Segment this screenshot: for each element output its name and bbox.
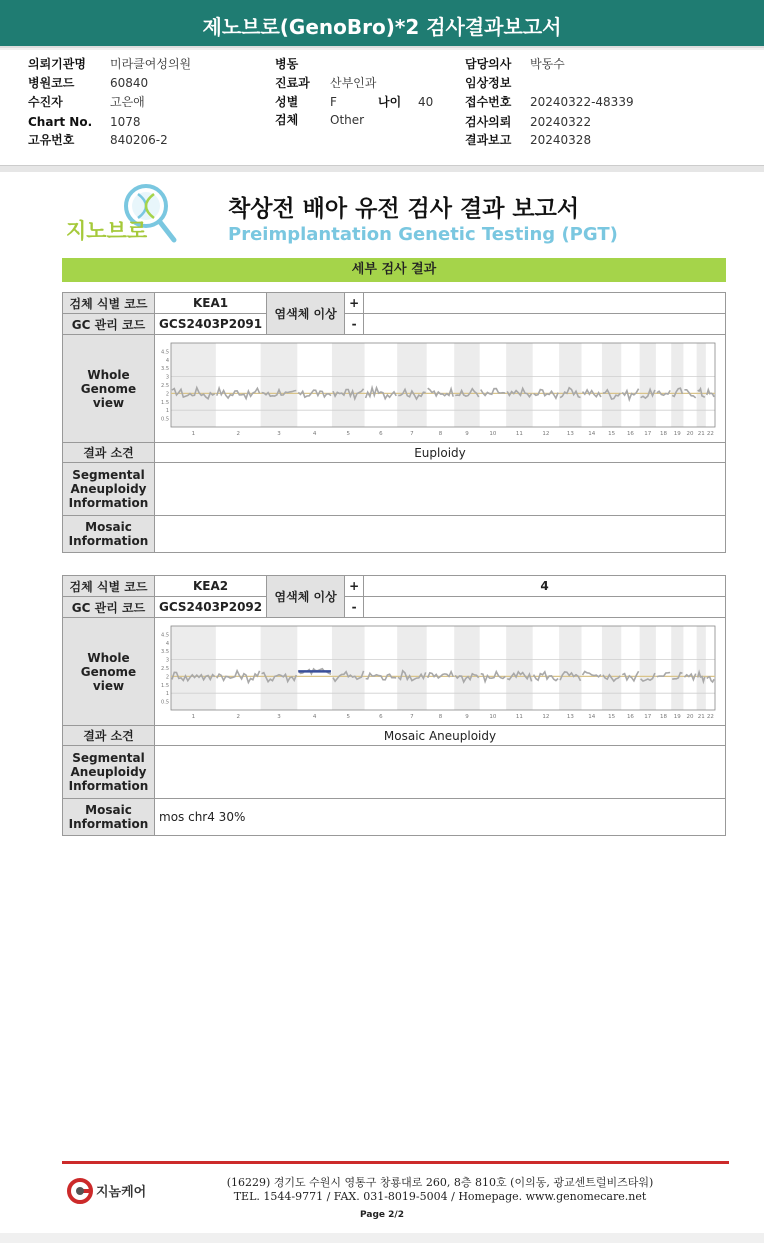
chromosome-label-16: 16 <box>626 431 634 437</box>
segmental-value <box>155 746 726 799</box>
gc-code-label: GC 관리 코드 <box>63 597 155 618</box>
chromosome-band-1 <box>171 626 216 710</box>
y-tick-label: 0.5 <box>161 416 169 423</box>
mosaic-label: Mosaic Information <box>63 799 155 836</box>
footer-phone: TEL. 1544-9771 / FAX. 031-8019-5004 / Homepage. www.genomecare.net <box>233 1190 647 1203</box>
receipt-no-label: 접수번호 <box>465 95 512 109</box>
y-tick-label: 3 <box>165 657 169 664</box>
cnv-series-chr8 <box>428 672 454 678</box>
chromosome-band-9 <box>454 626 479 710</box>
finding-value: Euploidy <box>155 443 726 463</box>
chromosome-label-1: 1 <box>191 714 196 720</box>
chromosome-label-21: 21 <box>697 714 705 720</box>
chromosome-label-11: 11 <box>515 431 523 437</box>
cnv-series-chr8 <box>428 388 454 397</box>
chromosome-band-15 <box>602 626 621 710</box>
y-tick-label: 2.5 <box>161 666 169 672</box>
chromosome-label-5: 5 <box>346 714 351 720</box>
chromosome-label-8: 8 <box>438 431 443 437</box>
chromosome-band-17 <box>640 626 656 710</box>
y-tick-label: 4 <box>165 357 169 364</box>
chromosome-label-10: 10 <box>489 714 497 720</box>
report-title: 착상전 배아 유전 검사 결과 보고서 <box>228 196 580 222</box>
institution-label: 의뢰기관명 <box>28 57 86 71</box>
request-date-value: 20240322 <box>530 115 592 129</box>
finding-label: 결과 소견 <box>63 443 155 463</box>
patient-label: 수진자 <box>28 95 63 109</box>
gc-code-value: GCS2403P2091 <box>155 314 267 335</box>
genobro-logo <box>62 180 187 245</box>
chromosome-band-7 <box>397 626 427 710</box>
y-tick-label: 0.5 <box>161 699 169 706</box>
genome-view-cell <box>155 335 726 443</box>
chromosome-band-19 <box>671 343 683 427</box>
section-title: 세부 검사 결과 <box>62 258 726 282</box>
specimen-id-label: 검체 식별 코드 <box>63 293 155 314</box>
sex-label: 성별 <box>275 95 299 109</box>
chromosome-label-18: 18 <box>660 431 668 437</box>
chart-no-value: 1078 <box>110 115 141 129</box>
y-tick-label: 2 <box>165 391 169 398</box>
report-date-value: 20240328 <box>530 133 592 147</box>
minus-sign: - <box>345 597 364 618</box>
chromosome-label-1: 1 <box>191 431 196 437</box>
chromosome-band-21 <box>697 626 706 710</box>
mosaic-value: mos chr4 30% <box>155 799 726 836</box>
segmental-label: Segmental Aneuploidy Information <box>63 746 155 799</box>
doctor-value: 박동수 <box>530 57 565 71</box>
chromosome-band-7 <box>397 343 427 427</box>
chromosome-band-9 <box>454 343 479 427</box>
y-tick-label: 3.5 <box>161 366 169 373</box>
genome-view-label: Whole Genome view <box>63 335 155 443</box>
chrom-abn-label: 염색체 이상 <box>267 293 345 335</box>
finding-label: 결과 소견 <box>63 726 155 746</box>
chromosome-label-9: 9 <box>465 431 469 437</box>
page-number: Page 2/2 <box>360 1210 404 1220</box>
y-tick-label: 1.5 <box>161 682 169 689</box>
chromosome-band-19 <box>671 626 683 710</box>
segmental-value <box>155 463 726 516</box>
chromosome-label-12: 12 <box>542 714 550 720</box>
chromosome-band-1 <box>171 343 216 427</box>
institution-value: 미라클여성의원 <box>110 57 192 71</box>
chromosome-band-21 <box>697 343 706 427</box>
gc-code-label: GC 관리 코드 <box>63 314 155 335</box>
footer-logo-text: 지놈케어 <box>96 1185 147 1200</box>
y-tick-label: 4.5 <box>161 632 169 639</box>
chromosome-label-18: 18 <box>660 714 668 720</box>
chromosome-label-15: 15 <box>608 431 616 437</box>
chromosome-label-6: 6 <box>379 431 383 437</box>
cnv-series-chr22 <box>707 390 714 397</box>
mosaic-value <box>155 516 726 553</box>
report-page <box>0 172 764 1233</box>
plot-frame <box>171 626 715 710</box>
patient-info-panel <box>0 50 764 165</box>
specimen-id-label: 검체 식별 코드 <box>63 576 155 597</box>
chromosome-label-8: 8 <box>438 714 443 720</box>
chromosome-label-20: 20 <box>686 431 694 437</box>
mosaic-label: Mosaic Information <box>63 516 155 553</box>
chromosome-label-16: 16 <box>626 714 634 720</box>
chromosome-band-5 <box>332 343 365 427</box>
footer-address: (16229) 경기도 수원시 영통구 창룡대로 260, 8층 810호 (이의동, 광교센트럴비즈타워) <box>226 1176 654 1189</box>
chromosome-label-12: 12 <box>542 431 550 437</box>
chromosome-label-19: 19 <box>673 431 681 437</box>
chromosome-label-2: 2 <box>236 714 240 720</box>
chromosome-label-2: 2 <box>236 431 240 437</box>
report-date-label: 결과보고 <box>465 133 512 147</box>
chromosome-label-6: 6 <box>379 714 383 720</box>
department-label: 진료과 <box>275 76 310 90</box>
chromosome-band-5 <box>332 626 365 710</box>
cnv-series-chr10 <box>481 389 506 396</box>
cnv-series-chr18 <box>657 390 670 395</box>
chromosome-label-7: 7 <box>410 714 414 720</box>
chromosome-label-14: 14 <box>588 431 596 437</box>
chromosome-label-13: 13 <box>566 431 574 437</box>
y-tick-label: 4.5 <box>161 349 169 356</box>
specimen-id-value: KEA2 <box>155 576 267 597</box>
chromosome-label-17: 17 <box>644 431 652 437</box>
sample-table-1 <box>62 292 726 553</box>
chromosome-label-4: 4 <box>312 431 317 437</box>
cnv-series-chr16 <box>622 389 638 400</box>
clinical-info-label: 임상정보 <box>465 76 512 90</box>
y-tick-label: 2.5 <box>161 383 169 389</box>
chromosome-band-15 <box>602 343 621 427</box>
logo-text: 지노브로 <box>66 219 148 243</box>
doctor-label: 담당의사 <box>465 57 512 71</box>
sample-table-2 <box>62 575 726 836</box>
chromosome-label-5: 5 <box>346 431 351 437</box>
plus-sign: + <box>345 576 364 597</box>
report-header-title: 제노브로(GenoBro)*2 검사결과보고서 <box>0 0 764 48</box>
plus-value: 4 <box>364 576 726 597</box>
whole-genome-plot <box>155 618 723 722</box>
y-tick-label: 1 <box>165 408 169 415</box>
specimen-id-value: KEA1 <box>155 293 267 314</box>
hospital-code-value: 60840 <box>110 76 149 90</box>
report-subtitle: Preimplantation Genetic Testing (PGT) <box>228 224 618 245</box>
chrom-abn-label: 염색체 이상 <box>267 576 345 618</box>
department-value: 산부인과 <box>330 76 377 90</box>
chromosome-label-4: 4 <box>312 714 317 720</box>
unique-no-value: 840206-2 <box>110 133 168 147</box>
whole-genome-plot <box>155 335 723 439</box>
plus-value <box>364 293 726 314</box>
segmental-label: Segmental Aneuploidy Information <box>63 463 155 516</box>
gc-code-value: GCS2403P2092 <box>155 597 267 618</box>
chromosome-label-9: 9 <box>465 714 469 720</box>
minus-value <box>364 597 726 618</box>
chromosome-label-22: 22 <box>706 714 714 720</box>
minus-sign: - <box>345 314 364 335</box>
receipt-no-value: 20240322-48339 <box>530 95 634 109</box>
chromosome-label-11: 11 <box>515 714 523 720</box>
minus-value <box>364 314 726 335</box>
y-tick-label: 2 <box>165 674 169 681</box>
genome-view-label: Whole Genome view <box>63 618 155 726</box>
specimen-value: Other <box>330 113 365 127</box>
chromosome-band-17 <box>640 343 656 427</box>
y-tick-label: 3 <box>165 374 169 381</box>
chromosome-label-19: 19 <box>673 714 681 720</box>
plus-sign: + <box>345 293 364 314</box>
footer-divider <box>62 1161 729 1164</box>
finding-value: Mosaic Aneuploidy <box>155 726 726 746</box>
chromosome-band-13 <box>559 343 581 427</box>
unique-no-label: 고유번호 <box>28 133 75 147</box>
chromosome-label-3: 3 <box>277 431 281 437</box>
chromosome-band-3 <box>261 343 298 427</box>
chromosome-label-13: 13 <box>566 714 574 720</box>
genomecare-logo <box>66 1176 162 1206</box>
chart-no-label: Chart No. <box>28 115 93 129</box>
chromosome-band-11 <box>506 626 532 710</box>
chromosome-label-14: 14 <box>588 714 596 720</box>
chromosome-band-11 <box>506 343 532 427</box>
chromosome-label-3: 3 <box>277 714 281 720</box>
chromosome-label-21: 21 <box>697 431 705 437</box>
ward-label: 병동 <box>275 57 299 71</box>
chromosome-label-15: 15 <box>608 714 616 720</box>
chromosome-label-22: 22 <box>706 431 714 437</box>
patient-value: 고은애 <box>110 95 145 109</box>
chromosome-band-13 <box>559 626 581 710</box>
footer-contact <box>200 1176 680 1204</box>
specimen-label: 검체 <box>275 113 299 127</box>
chromosome-band-3 <box>261 626 298 710</box>
y-tick-label: 3.5 <box>161 649 169 656</box>
hospital-code-label: 병원코드 <box>28 76 75 90</box>
cnv-series-chr22 <box>707 677 714 682</box>
chromosome-label-10: 10 <box>489 431 497 437</box>
y-tick-label: 1.5 <box>161 399 169 406</box>
genome-view-cell <box>155 618 726 726</box>
chromosome-label-20: 20 <box>686 714 694 720</box>
request-date-label: 검사의뢰 <box>465 115 512 129</box>
y-tick-label: 1 <box>165 691 169 698</box>
cnv-series-chr16 <box>622 671 638 681</box>
sex-value: F <box>330 95 337 109</box>
age-label: 나이 <box>378 95 402 109</box>
y-tick-label: 4 <box>165 640 169 647</box>
age-value: 40 <box>418 95 434 109</box>
plot-frame <box>171 343 715 427</box>
chromosome-label-7: 7 <box>410 431 414 437</box>
chromosome-label-17: 17 <box>644 714 652 720</box>
